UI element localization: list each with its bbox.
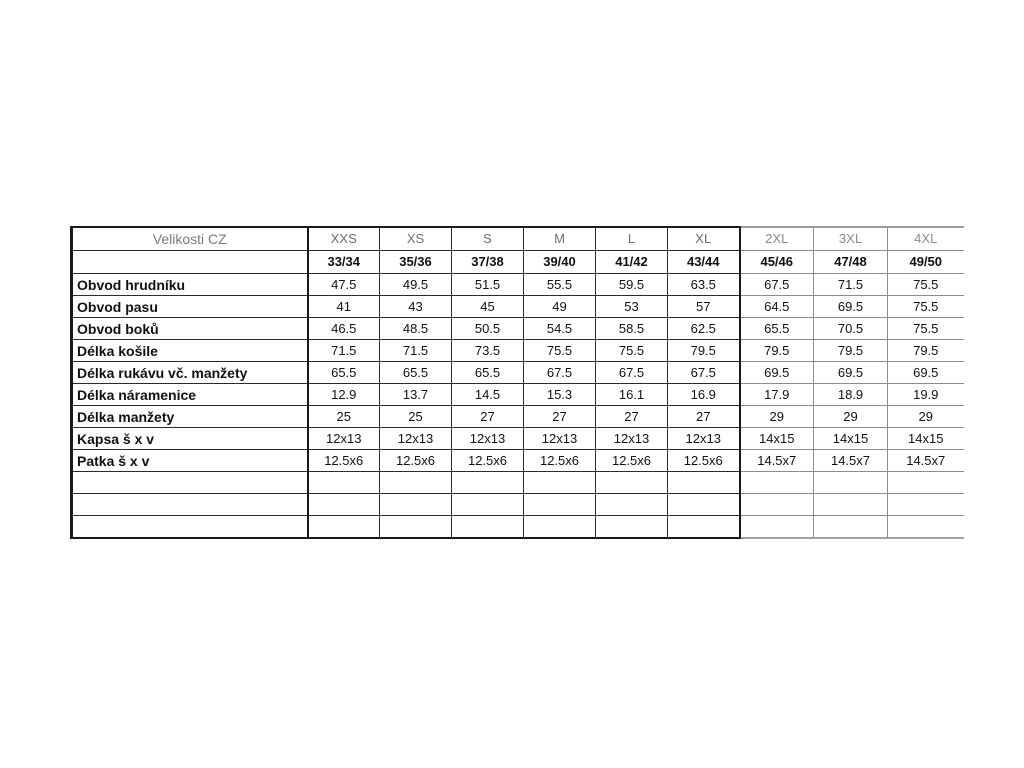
table-row [72,274,964,296]
measurement-value [814,494,888,516]
measurement-label: Patka š x v [72,450,308,472]
measurement-label: Délka náramenice [72,384,308,406]
measurement-value: 12.5x6 [380,450,452,472]
table-row [72,340,964,362]
measurement-value: 41 [308,296,380,318]
size-chart-body [72,227,964,538]
measurement-value: 29 [814,406,888,428]
measurement-value [596,516,668,539]
size-number-cell: 41/42 [596,251,668,274]
measurement-value [380,472,452,494]
measurement-value: 65.5 [380,362,452,384]
measurement-value: 71.5 [308,340,380,362]
measurement-value: 27 [596,406,668,428]
measurement-label: Délka manžety [72,406,308,428]
measurement-value: 58.5 [596,318,668,340]
measurement-value: 14x15 [814,428,888,450]
measurement-value: 79.5 [888,340,964,362]
measurement-value: 69.5 [814,362,888,384]
measurement-value [740,516,814,539]
measurement-value: 12x13 [668,428,740,450]
measurement-value: 69.5 [814,296,888,318]
size-letter-cell: S [452,227,524,251]
size-number-cell: 33/34 [308,251,380,274]
measurement-value [308,516,380,539]
measurement-label [72,472,308,494]
measurement-value: 59.5 [596,274,668,296]
measurement-value: 12x13 [308,428,380,450]
measurement-value: 14.5x7 [740,450,814,472]
measurement-value: 14.5x7 [888,450,964,472]
measurement-value: 67.5 [668,362,740,384]
size-number-cell: 35/36 [380,251,452,274]
measurement-value [524,516,596,539]
size-number-cell: 49/50 [888,251,964,274]
measurement-value: 67.5 [524,362,596,384]
measurement-value: 75.5 [524,340,596,362]
measurement-value: 63.5 [668,274,740,296]
measurement-value: 71.5 [380,340,452,362]
measurement-value: 79.5 [668,340,740,362]
table-row [72,428,964,450]
measurement-value: 12.5x6 [452,450,524,472]
size-letter-row [72,227,964,251]
measurement-value: 15.3 [524,384,596,406]
measurement-label: Délka košile [72,340,308,362]
measurement-value: 16.1 [596,384,668,406]
empty-table-row [72,516,964,539]
measurement-value: 25 [308,406,380,428]
measurement-label: Obvod boků [72,318,308,340]
measurement-value: 73.5 [452,340,524,362]
measurement-value: 79.5 [740,340,814,362]
table-row [72,406,964,428]
size-letter-cell: 3XL [814,227,888,251]
empty-table-row [72,472,964,494]
size-letter-cell: L [596,227,668,251]
size-chart-title: Velikosti CZ [72,227,308,251]
size-number-cell: 43/44 [668,251,740,274]
measurement-value: 65.5 [452,362,524,384]
table-row [72,362,964,384]
measurement-value: 75.5 [596,340,668,362]
measurement-value: 49.5 [380,274,452,296]
measurement-label: Délka rukávu vč. manžety [72,362,308,384]
measurement-value: 25 [380,406,452,428]
measurement-value: 75.5 [888,318,964,340]
measurement-value: 12.5x6 [308,450,380,472]
measurement-value [308,494,380,516]
table-row [72,318,964,340]
measurement-value: 29 [740,406,814,428]
measurement-value [668,494,740,516]
measurement-label: Kapsa š x v [72,428,308,450]
size-number-cell: 45/46 [740,251,814,274]
size-letter-cell: 2XL [740,227,814,251]
measurement-value: 65.5 [740,318,814,340]
measurement-value: 71.5 [814,274,888,296]
size-chart-sheet [70,226,962,546]
empty-table-row [72,494,964,516]
measurement-value [888,472,964,494]
measurement-value: 14.5 [452,384,524,406]
measurement-value: 43 [380,296,452,318]
measurement-value: 18.9 [814,384,888,406]
measurement-value: 55.5 [524,274,596,296]
measurement-value [452,494,524,516]
measurement-value: 67.5 [740,274,814,296]
measurement-value: 47.5 [308,274,380,296]
measurement-value: 27 [668,406,740,428]
measurement-label [72,516,308,539]
measurement-value: 75.5 [888,274,964,296]
measurement-value: 12x13 [524,428,596,450]
measurement-value: 51.5 [452,274,524,296]
table-row [72,296,964,318]
measurement-value: 19.9 [888,384,964,406]
measurement-value [668,516,740,539]
measurement-value: 62.5 [668,318,740,340]
measurement-value [596,472,668,494]
measurement-value: 54.5 [524,318,596,340]
measurement-value: 12.9 [308,384,380,406]
measurement-value [452,516,524,539]
measurement-label: Obvod hrudníku [72,274,308,296]
measurement-value: 14.5x7 [814,450,888,472]
measurement-value: 49 [524,296,596,318]
size-number-cell: 47/48 [814,251,888,274]
measurement-value: 53 [596,296,668,318]
measurement-value: 14x15 [740,428,814,450]
size-letter-cell: M [524,227,596,251]
measurement-label: Obvod pasu [72,296,308,318]
measurement-value: 12x13 [596,428,668,450]
measurement-value: 12.5x6 [668,450,740,472]
measurement-value [308,472,380,494]
measurement-value [888,516,964,539]
measurement-value: 69.5 [888,362,964,384]
measurement-value: 12x13 [380,428,452,450]
measurement-value: 67.5 [596,362,668,384]
measurement-value: 16.9 [668,384,740,406]
measurement-value: 64.5 [740,296,814,318]
measurement-value: 29 [888,406,964,428]
measurement-value: 50.5 [452,318,524,340]
size-number-cell: 39/40 [524,251,596,274]
measurement-value: 12.5x6 [524,450,596,472]
measurement-value [380,516,452,539]
measurement-value: 46.5 [308,318,380,340]
measurement-value: 69.5 [740,362,814,384]
measurement-value: 48.5 [380,318,452,340]
measurement-value [668,472,740,494]
measurement-value [380,494,452,516]
size-chart-table [70,226,964,539]
size-letter-cell: 4XL [888,227,964,251]
measurement-value: 45 [452,296,524,318]
measurement-value: 79.5 [814,340,888,362]
table-row [72,384,964,406]
size-number-cell: 37/38 [452,251,524,274]
measurement-value: 12.5x6 [596,450,668,472]
measurement-value [524,494,596,516]
measurement-value: 12x13 [452,428,524,450]
measurement-value [596,494,668,516]
measurement-label [72,494,308,516]
measurement-value: 57 [668,296,740,318]
measurement-value: 65.5 [308,362,380,384]
measurement-value [814,516,888,539]
size-letter-cell: XS [380,227,452,251]
measurement-value [814,472,888,494]
table-row [72,450,964,472]
empty-label-cell [72,251,308,274]
size-letter-cell: XL [668,227,740,251]
measurement-value: 13.7 [380,384,452,406]
measurement-value: 27 [524,406,596,428]
measurement-value: 17.9 [740,384,814,406]
measurement-value [740,472,814,494]
measurement-value: 27 [452,406,524,428]
size-letter-cell: XXS [308,227,380,251]
measurement-value [524,472,596,494]
measurement-value: 14x15 [888,428,964,450]
measurement-value [740,494,814,516]
measurement-value: 75.5 [888,296,964,318]
measurement-value [888,494,964,516]
measurement-value [452,472,524,494]
measurement-value: 70.5 [814,318,888,340]
size-number-row [72,251,964,274]
